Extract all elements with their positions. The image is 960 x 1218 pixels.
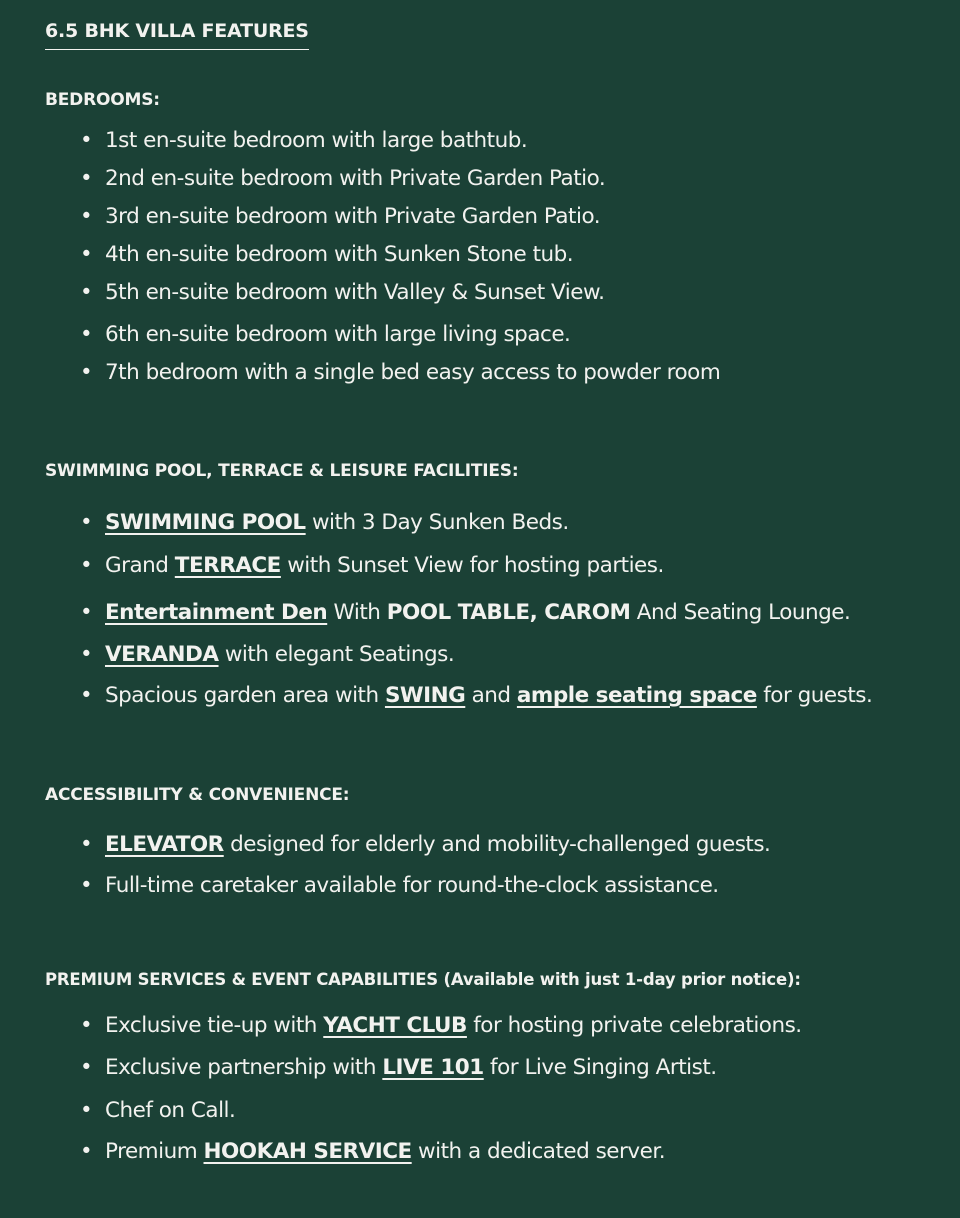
item-text: designed for elderly and mobility-challenged guests. (223, 832, 771, 857)
item-text: Exclusive partnership with (105, 1055, 383, 1080)
list-item (80, 553, 872, 579)
swing-highlight: SWING (384, 683, 466, 708)
item-text: for hosting private celebrations. (466, 1013, 802, 1038)
item-text: Full-time caretaker available for round-the-clock assistance. (105, 873, 719, 898)
item-text: with 3 Day Sunken Beds. (305, 510, 569, 535)
list-item: • 6th en-suite bedroom with large living space. (80, 322, 720, 348)
terrace-highlight: TERRACE (174, 553, 281, 578)
list-item: • 3rd en-suite bedroom with Private Garden Patio. (80, 204, 720, 230)
list-item (80, 510, 872, 536)
item-text: Grand (105, 553, 175, 578)
list-item (80, 873, 770, 899)
entertainment-den-highlight: Entertainment Den (105, 600, 328, 625)
bedrooms-heading: BEDROOMS: (45, 90, 160, 110)
list-item (80, 600, 872, 626)
hookah-service-highlight: HOOKAH SERVICE (203, 1139, 412, 1164)
item-text: And Seating Lounge. (630, 600, 851, 625)
list-item (80, 1013, 802, 1039)
list-item (80, 1098, 802, 1124)
item-text: With (327, 600, 387, 625)
item-text: Spacious garden area with (105, 683, 385, 708)
premium-items (80, 1013, 802, 1165)
item-text: and (465, 683, 517, 708)
page-title: 6.5 BHK VILLA FEATURES (45, 20, 309, 50)
live-101-highlight: LIVE 101 (382, 1055, 484, 1080)
list-item: • 5th en-suite bedroom with Valley & Sunset View. (80, 280, 720, 306)
item-text: with a dedicated server. (411, 1139, 666, 1164)
access-heading: ACCESSIBILITY & CONVENIENCE: (45, 785, 350, 805)
yacht-club-highlight: YACHT CLUB (323, 1013, 467, 1038)
elevator-highlight: ELEVATOR (105, 832, 224, 857)
list-item: • 1st en-suite bedroom with large bathtub. (80, 128, 720, 154)
item-text: with elegant Seatings. (218, 642, 455, 667)
list-item (80, 1055, 802, 1081)
bedrooms-items (80, 128, 720, 386)
seating-space-highlight: ample seating space (516, 683, 757, 708)
item-text: with Sunset View for hosting parties. (280, 553, 664, 578)
list-item: • 2nd en-suite bedroom with Private Garden Patio. (80, 166, 720, 192)
swimming-pool-highlight: SWIMMING POOL (105, 510, 306, 535)
list-item: • 4th en-suite bedroom with Sunken Stone tub. (80, 242, 720, 268)
list-item (80, 683, 872, 709)
pool-items (80, 510, 872, 709)
item-text: for Live Singing Artist. (483, 1055, 717, 1080)
veranda-highlight: VERANDA (105, 642, 219, 667)
premium-heading: PREMIUM SERVICES & EVENT CAPABILITIES (Available with just 1-day prior notice): (45, 970, 801, 989)
list-item (80, 642, 872, 668)
item-text: for guests. (756, 683, 873, 708)
item-text: Chef on Call. (105, 1098, 236, 1123)
pool-table-carom-text: POOL TABLE, CAROM (386, 600, 631, 625)
list-item (80, 832, 770, 858)
list-item: • 7th bedroom with a single bed easy access to powder room (80, 360, 720, 386)
list-item (80, 1139, 802, 1165)
access-items (80, 832, 770, 899)
item-text: Premium (105, 1139, 204, 1164)
pool-heading: SWIMMING POOL, TERRACE & LEISURE FACILITIES: (45, 461, 519, 481)
item-text: Exclusive tie-up with (105, 1013, 324, 1038)
